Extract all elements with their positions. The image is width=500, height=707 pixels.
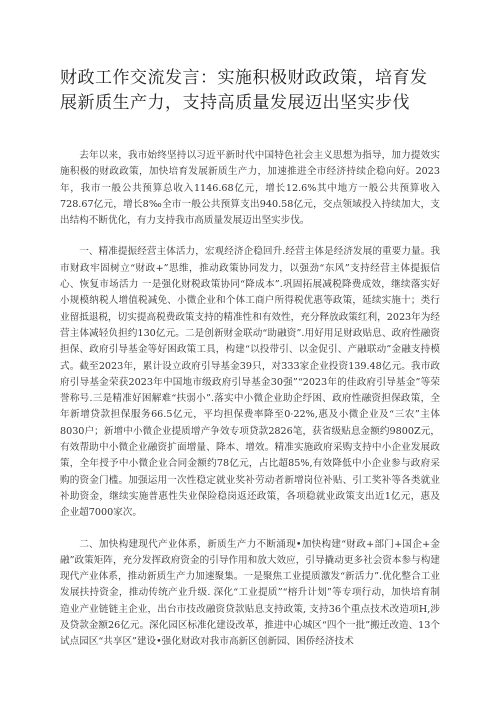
paragraph-intro: 去年以来，我市始终坚持以习近平新时代中国特色社会主义思想为指导，加力提效实施积极的财政政策，加快培育发展新质生产力，加速推进全市经济持续企稳向好。2023年，我市一般公共预算总收入1146.68亿元，增长12.6%其中地方一般公共预算收入728.67亿元，增长8‰全市一般公共预算支出940.58亿元，交点领域投入持续加大，支出结构不断优化，有力支持我市高质量发展迈出坚实步伐。 xyxy=(60,150,440,227)
document-title: 财政工作交流发言：实施积极财政政策，培育发展新质生产力，支持高质量发展迈出坚实步伐 xyxy=(60,68,428,113)
paragraph-section-two: 二、加快构建现代产业体系，新质生产力不断涌现•加快构建“财政+部门+国企+金融”政策矩阵，充分发挥政府资金的引导作用和放大效应，引导撬动更多社会资本参与构建现代产业体系，推动新质生产力加速聚集。一是聚焦工业提质激发“新活力”.优化整合工业发展扶持资金，推动传统产业升级. 深化“工业提质”“榕升计划”等专项行动，加快培育制造业产业链链主企业，出台市技改融资贷款贴息支持政策, 支持36个重点技术改造项H,涉及贷款金额26亿元。深化园区标准化建设改革，推进中心城区“四个一批”搬迁改造、13个试点园区“共享区”建设•强化财政对我市高新区创新园、困侨经济技术 xyxy=(60,538,440,648)
paragraph-section-one: 一、精准提振经营主体活力，宏观经济企稳回升.经营主体是经济发展的重要力量。我市财政牢固树立“财政+”思维，推动政策协同发力，以强劲“东风”支持经营主体提振信心、恢复市场活力 一是强化财税政策协同“降成本”.巩固拓展减税降费成效，继续落实好小规模纳税人增值税减免、小微企业和个体工商户所得税优惠等政策，延续实施十；类行业留抵退税，切实提高税费政策支持的精准性和有效性，充分释放政策红利，2023年为经营主体减轻负担约130亿元。二是创新财金联动“助融资”.用好用足财政贴息、政府性融资担保、政府引导基金等好困政策工具，构建“以投带引、以金促引、产融联动”金融支持模式。截至2023年，累计设立政府引导基金39只，对333家企业投资139.48亿元。我市政府引导基金荣获2023年中国地市级政府引导基金30强”“2023年的佳政府引导基金”等荣誉称号.三是精准好困解难“扶弱小”.落实中小微企业助企纾困、政府性融资担保政策，全年新增贷款担保服务66.5亿元，平均担保费率降至0·22%,惠及小微企业及“三农”主体8030户；新增中小微企业提质增产争效专项贷款2826笔，获省级贴息金额约9800Z元，有效帮助中小微企业融资扩面增量、降本、增效。精准实施政府采购支持中小企业发展政策，全年授予中小微企业合同金额约78亿元，占比超85%,有效降低中小企业参与政府采购的资金门槛。加强运用一次性稳定就业奖补劳动者新增岗位补贴、引工奖补等各类就业补助资金，继续实施普惠性失业保险稳岗返还政策，各项稳就业政策支出近1亿元，惠及企业超7000家次。 xyxy=(60,246,440,519)
